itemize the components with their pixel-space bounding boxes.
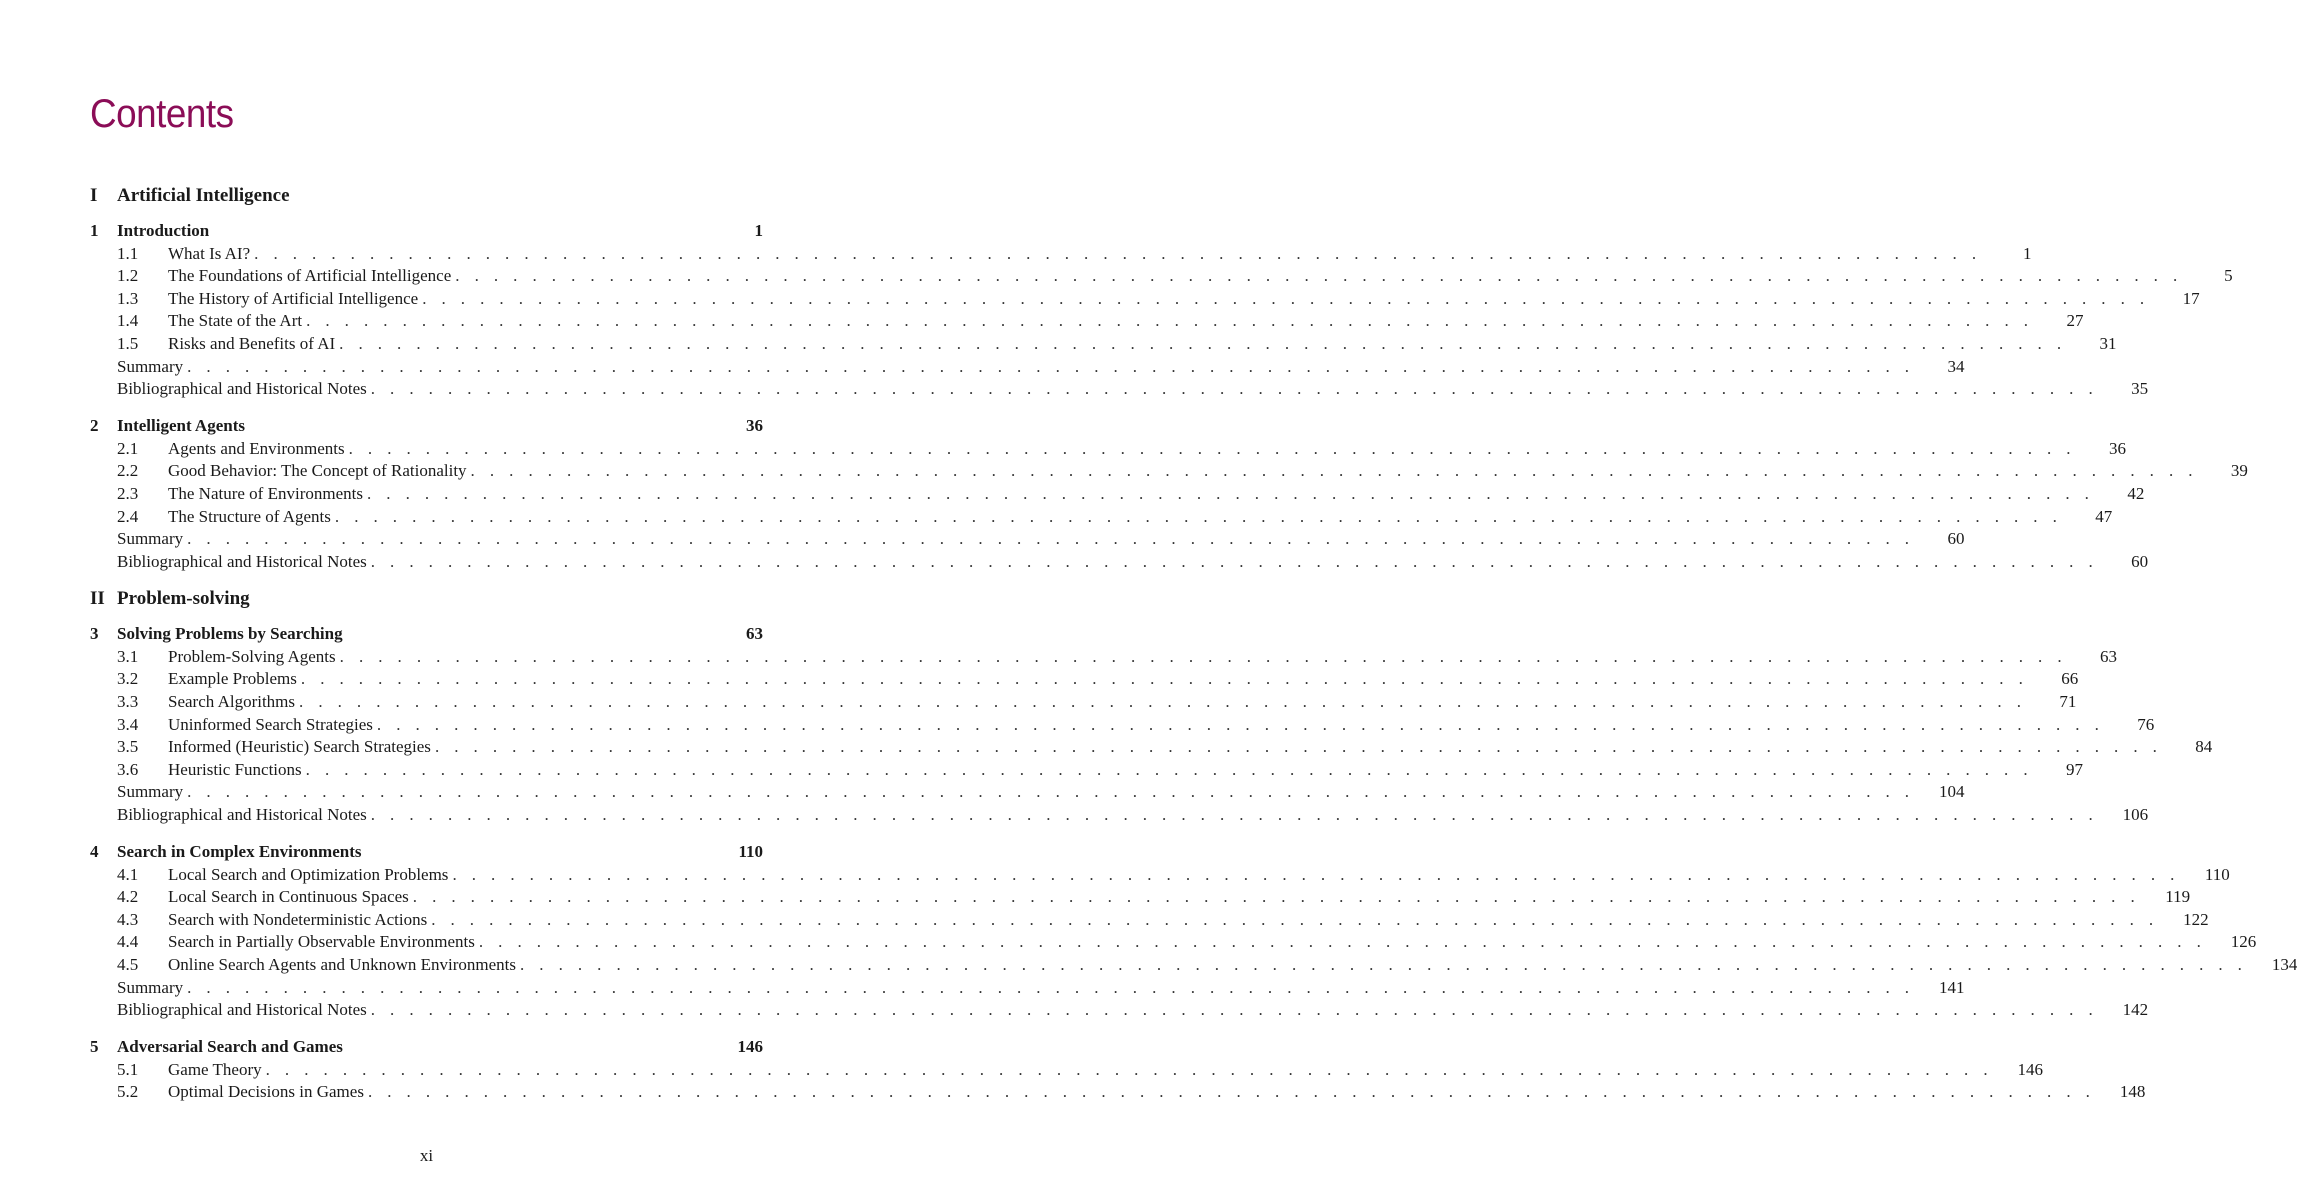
section-page: 36 bbox=[2108, 438, 2126, 458]
part-title: Artificial Intelligence bbox=[117, 185, 290, 206]
part-number: I bbox=[90, 185, 98, 206]
back-matter-link[interactable] bbox=[90, 378, 2149, 401]
back-matter-link[interactable] bbox=[90, 781, 1965, 804]
section-title: The Nature of Environments bbox=[168, 483, 367, 506]
section-title: What Is AI? bbox=[168, 243, 254, 266]
dot-leader: . . . . . . . . . . . . . . . . . . . . . . . . . . . . . . . . . . . . . . . . . . . . . . . . . . . . . . . . . . . . . . . . . . . . . . . . . . . . . . . . . . . . . . . . . . bbox=[470, 461, 2198, 481]
section-title: Good Behavior: The Concept of Rationality bbox=[168, 460, 471, 483]
section-title: Bibliographical and Historical Notes bbox=[117, 378, 371, 401]
section-link[interactable] bbox=[90, 759, 2083, 782]
dot-leader: . . . . . . . . . . . . . . . . . . . . . . . . . . . . . . . . . . . . . . . . . . . . . . . . . . . . . . . . . . . . . . . . . . . . . . . . . . . . . . . . . . . . . . . . . . bbox=[412, 887, 2141, 907]
section-title: Problem-Solving Agents bbox=[168, 646, 340, 669]
section-page: 141 bbox=[1938, 977, 1965, 997]
section-title: Summary bbox=[117, 781, 187, 804]
section-page: 17 bbox=[2182, 288, 2200, 308]
section-page: 104 bbox=[1938, 782, 1965, 802]
section-title: Agents and Environments bbox=[168, 438, 349, 461]
section-link[interactable] bbox=[90, 1081, 2146, 1104]
dot-leader: . . . . . . . . . . . . . . . . . . . . . . . . . . . . . . . . . . . . . . . . . . . . . . . . . . . . . . . . . . . . . . . . . . . . . . . . . . . . . . . . . . . . . . . . . . bbox=[434, 737, 2163, 757]
section-number: 4.3 bbox=[117, 909, 139, 929]
section-link[interactable] bbox=[90, 668, 2079, 691]
section-title: Summary bbox=[117, 356, 187, 379]
chapter-page: 146 bbox=[737, 1037, 763, 1057]
section-page: 42 bbox=[2127, 483, 2145, 503]
section-number: 1.1 bbox=[117, 243, 139, 263]
section-title: The Foundations of Artificial Intelligence bbox=[168, 265, 455, 288]
section-title: Search with Nondeterministic Actions bbox=[168, 909, 431, 932]
chapter-title: Search in Complex Environments bbox=[117, 842, 362, 862]
section-number: 2.1 bbox=[117, 438, 139, 458]
section-link[interactable] bbox=[90, 333, 2117, 356]
section-title: Local Search in Continuous Spaces bbox=[168, 886, 413, 909]
chapter-title: Solving Problems by Searching bbox=[117, 624, 343, 644]
back-matter-link[interactable] bbox=[90, 804, 2149, 827]
page-title: Contents bbox=[90, 92, 234, 136]
section-page: 110 bbox=[2204, 864, 2230, 884]
section-page: 134 bbox=[2271, 955, 2297, 974]
section-number: 3.1 bbox=[117, 646, 139, 666]
section-link[interactable] bbox=[90, 310, 2084, 333]
section-title: Heuristic Functions bbox=[168, 759, 306, 782]
chapter-page: 110 bbox=[738, 842, 763, 862]
section-number: 5.2 bbox=[117, 1082, 139, 1102]
section-number: 2.2 bbox=[117, 461, 139, 481]
dot-leader: . . . . . . . . . . . . . . . . . . . . . . . . . . . . . . . . . . . . . . . . . . . . . . . . . . . . . . . . . . . . . . . . . . . . . . . . . . . . . . . . . . . . . . . . . . bbox=[422, 288, 2150, 308]
section-page: 119 bbox=[2165, 887, 2191, 907]
section-title: Uninformed Search Strategies bbox=[168, 714, 377, 737]
section-page: 47 bbox=[2095, 506, 2113, 526]
section-number: 2.3 bbox=[117, 483, 139, 503]
back-matter-link[interactable] bbox=[90, 977, 1965, 1000]
section-page: 148 bbox=[2119, 1082, 2146, 1102]
dot-leader: . . . . . . . . . . . . . . . . . . . . . . . . . . . . . . . . . . . . . . . . . . . . . . . . . . . . . . . . . . . . . . . . . . . . . . . . . . . . . . . . . . . . . . . . . . bbox=[370, 1000, 2099, 1020]
section-page: 66 bbox=[2061, 669, 2079, 689]
section-page: 35 bbox=[2131, 379, 2149, 399]
section-number: 4.4 bbox=[117, 932, 139, 952]
section-page: 39 bbox=[2230, 461, 2248, 481]
dot-leader: . . . . . . . . . . . . . . . . . . . . . . . . . . . . . . . . . . . . . . . . . . . . . . . . . . . . . . . . . . . . . . . . . . . . . . . . . . . . . . . . . . . . . . . . . . bbox=[305, 759, 2033, 779]
dot-leader: . . . . . . . . . . . . . . . . . . . . . . . . . . . . . . . . . . . . . . . . . . . . . . . . . . . . . . . . . . . . . . . . . . . . . . . . . . . . . . . . . . . . . . . . . . bbox=[187, 529, 1915, 549]
section-page: 84 bbox=[2195, 737, 2213, 757]
dot-leader: . . . . . . . . . . . . . . . . . . . . . . . . . . . . . . . . . . . . . . . . . . . . . . . . . . . . . . . . . . . . . . . . . . . . . . . . . . . . . . . . . . . . . . . . . . bbox=[370, 805, 2099, 825]
dot-leader: . . . . . . . . . . . . . . . . . . . . . . . . . . . . . . . . . . . . . . . . . . . . . . . . . . . . . . . . . . . . . . . . . . . . . . . . . . . . . . . . . . . . . . . . . . bbox=[478, 932, 2207, 952]
dot-leader: . . . . . . . . . . . . . . . . . . . . . . . . . . . . . . . . . . . . . . . . . . . . . . . . . . . . . . . . . . . . . . . . . . . . . . . . . . . . . . . . . . . . . . . . . . bbox=[370, 551, 2099, 571]
section-link[interactable] bbox=[90, 438, 2126, 461]
section-link[interactable] bbox=[90, 243, 2032, 266]
section-page: 34 bbox=[1947, 356, 1965, 376]
part-title: Problem-solving bbox=[117, 588, 250, 610]
section-title: Summary bbox=[117, 977, 187, 1000]
dot-leader: . . . . . . . . . . . . . . . . . . . . . . . . . . . . . . . . . . . . . . . . . . . . . . . . . . . . . . . . . . . . . . . . . . . . . . . . . . . . . . . . . . . . . . . . . . bbox=[334, 506, 2063, 526]
chapter-link[interactable] bbox=[90, 841, 763, 864]
chapter-link[interactable] bbox=[90, 1036, 763, 1059]
section-link[interactable] bbox=[90, 714, 2155, 737]
chapter-page: 36 bbox=[746, 416, 763, 436]
section-title: Search Algorithms bbox=[168, 691, 299, 714]
section-page: 60 bbox=[2131, 551, 2149, 571]
section-number: 1.5 bbox=[117, 333, 139, 353]
dot-leader: . . . . . . . . . . . . . . . . . . . . . . . . . . . . . . . . . . . . . . . . . . . . . . . . . . . . . . . . . . . . . . . . . . . . . . . . . . . . . . . . . . . . . . . . . . bbox=[187, 356, 1915, 376]
chapter-link[interactable] bbox=[90, 415, 763, 438]
section-title: Bibliographical and Historical Notes bbox=[117, 999, 371, 1022]
section-link[interactable] bbox=[90, 288, 2200, 311]
dot-leader: . . . . . . . . . . . . . . . . . . . . . . . . . . . . . . . . . . . . . . . . . . . . . . . . . . . . . . . . . . . . . . . . . . . . . . . . . . . . . . . . . . . . . . . . . . bbox=[300, 669, 2029, 689]
section-page: 142 bbox=[2122, 1000, 2149, 1020]
chapter-link[interactable] bbox=[90, 623, 763, 646]
dot-leader: . . . . . . . . . . . . . . . . . . . . . . . . . . . . . . . . . . . . . . . . . . . . . . . . . . . . . . . . . . . . . . . . . . . . . . . . . . . . . . . . . . . . . . . . . . bbox=[339, 646, 2068, 666]
section-number: 3.3 bbox=[117, 692, 139, 712]
dot-leader: . . . . . . . . . . . . . . . . . . . . . . . . . . . . . . . . . . . . . . . . . . . . . . . . . . . . . . . . . . . . . . . . . . . . . . . . . . . . . . . . . . . . . . . . . . bbox=[452, 864, 2180, 884]
part-number: II bbox=[90, 588, 105, 610]
chapter-title: Adversarial Search and Games bbox=[117, 1037, 343, 1057]
section-title: Search in Partially Observable Environments bbox=[168, 931, 479, 954]
section-title: Bibliographical and Historical Notes bbox=[117, 551, 371, 574]
dot-leader: . . . . . . . . . . . . . . . . . . . . . . . . . . . . . . . . . . . . . . . . . . . . . . . . . . . . . . . . . . . . . . . . . . . . . . . . . . . . . . . . . . . . . . . . . . bbox=[254, 243, 1982, 263]
chapter-page: 1 bbox=[754, 221, 763, 240]
section-link[interactable] bbox=[90, 954, 2297, 977]
section-title: Local Search and Optimization Problems bbox=[168, 864, 452, 887]
section-link[interactable] bbox=[90, 265, 2233, 288]
section-title: Game Theory bbox=[168, 1059, 266, 1082]
dot-leader: . . . . . . . . . . . . . . . . . . . . . . . . . . . . . . . . . . . . . . . . . . . . . . . . . . . . . . . . . . . . . . . . . . . . . . . . . . . . . . . . . . . . . . . . . . bbox=[370, 379, 2099, 399]
section-number: 4.1 bbox=[117, 864, 139, 884]
part-heading bbox=[90, 585, 763, 613]
section-page: 1 bbox=[2023, 243, 2032, 263]
section-page: 71 bbox=[2059, 692, 2077, 712]
section-link[interactable] bbox=[90, 886, 2191, 909]
dot-leader: . . . . . . . . . . . . . . . . . . . . . . . . . . . . . . . . . . . . . . . . . . . . . . . . . . . . . . . . . . . . . . . . . . . . . . . . . . . . . . . . . . . . . . . . . . bbox=[367, 1082, 2096, 1102]
section-page: 31 bbox=[2099, 333, 2117, 353]
dot-leader: . . . . . . . . . . . . . . . . . . . . . . . . . . . . . . . . . . . . . . . . . . . . . . . . . . . . . . . . . . . . . . . . . . . . . . . . . . . . . . . . . . . . . . . . . . bbox=[339, 333, 2067, 353]
section-number: 3.2 bbox=[117, 669, 139, 689]
part-heading bbox=[90, 182, 763, 210]
section-page: 27 bbox=[2066, 311, 2084, 331]
dot-leader: . . . . . . . . . . . . . . . . . . . . . . . . . . . . . . . . . . . . . . . . . . . . . . . . . . . . . . . . . . . . . . . . . . . . . . . . . . . . . . . . . . . . . . . . . . bbox=[187, 782, 1915, 802]
section-title: Bibliographical and Historical Notes bbox=[117, 804, 371, 827]
section-number: 4.5 bbox=[117, 955, 139, 974]
section-title: Example Problems bbox=[168, 668, 301, 691]
dot-leader: . . . . . . . . . . . . . . . . . . . . . . . . . . . . . . . . . . . . . . . . . . . . . . . . . . . . . . . . . . . . . . . . . . . . . . . . . . . . . . . . . . . . . . . . . . bbox=[431, 909, 2159, 929]
section-page: 76 bbox=[2137, 714, 2155, 734]
chapter-number: 3 bbox=[90, 624, 99, 644]
chapter-number: 2 bbox=[90, 416, 99, 436]
chapter-title: Introduction bbox=[117, 221, 210, 240]
back-matter-link[interactable] bbox=[90, 551, 2149, 574]
section-link[interactable] bbox=[90, 646, 2118, 669]
dot-leader: . . . . . . . . . . . . . . . . . . . . . . . . . . . . . . . . . . . . . . . . . . . . . . . . . . . . . . . . . . . . . . . . . . . . . . . . . . . . . . . . . . . . . . . . . . bbox=[376, 714, 2105, 734]
section-page: 122 bbox=[2183, 909, 2209, 929]
section-page: 97 bbox=[2066, 759, 2083, 779]
dot-leader: . . . . . . . . . . . . . . . . . . . . . . . . . . . . . . . . . . . . . . . . . . . . . . . . . . . . . . . . . . . . . . . . . . . . . . . . . . . . . . . . . . . . . . . . . . bbox=[519, 955, 2248, 974]
section-link[interactable] bbox=[90, 931, 2257, 954]
section-title: Informed (Heuristic) Search Strategies bbox=[168, 736, 435, 759]
section-title: Optimal Decisions in Games bbox=[168, 1081, 368, 1104]
section-link[interactable] bbox=[90, 864, 2230, 887]
dot-leader: . . . . . . . . . . . . . . . . . . . . . . . . . . . . . . . . . . . . . . . . . . . . . . . . . . . . . . . . . . . . . . . . . . . . . . . . . . . . . . . . . . . . . . . . . . bbox=[306, 311, 2034, 331]
section-title: Online Search Agents and Unknown Environments bbox=[168, 954, 520, 977]
dot-leader: . . . . . . . . . . . . . . . . . . . . . . . . . . . . . . . . . . . . . . . . . . . . . . . . . . . . . . . . . . . . . . . . . . . . . . . . . . . . . . . . . . . . . . . . . . bbox=[187, 977, 1915, 997]
table-of-contents bbox=[90, 182, 2297, 1104]
section-link[interactable] bbox=[90, 1059, 2043, 1082]
section-number: 5.1 bbox=[117, 1059, 139, 1079]
section-number: 2.4 bbox=[117, 506, 139, 526]
back-matter-link[interactable] bbox=[90, 999, 2149, 1022]
section-page: 146 bbox=[2017, 1059, 2043, 1079]
page-number: xi bbox=[419, 1146, 434, 1165]
chapter-number: 5 bbox=[90, 1037, 99, 1057]
section-link[interactable] bbox=[90, 506, 2113, 529]
dot-leader: . . . . . . . . . . . . . . . . . . . . . . . . . . . . . . . . . . . . . . . . . . . . . . . . . . . . . . . . . . . . . . . . . . . . . . . . . . . . . . . . . . . . . . . . . . bbox=[366, 483, 2095, 503]
section-number: 3.4 bbox=[117, 714, 139, 734]
chapter-link[interactable] bbox=[90, 220, 763, 243]
section-page: 60 bbox=[1947, 529, 1965, 549]
section-page: 126 bbox=[2230, 932, 2257, 952]
section-number: 3.5 bbox=[117, 737, 139, 757]
section-title: The State of the Art bbox=[168, 310, 306, 333]
section-link[interactable] bbox=[90, 460, 2248, 483]
chapter-title: Intelligent Agents bbox=[117, 416, 245, 436]
section-page: 5 bbox=[2224, 266, 2233, 286]
back-matter-link[interactable] bbox=[90, 528, 1965, 551]
chapter-number: 1 bbox=[90, 221, 99, 240]
section-number: 1.3 bbox=[117, 288, 139, 308]
section-link[interactable] bbox=[90, 909, 2209, 932]
chapter-number: 4 bbox=[90, 842, 99, 862]
section-title: Summary bbox=[117, 528, 187, 551]
dot-leader: . . . . . . . . . . . . . . . . . . . . . . . . . . . . . . . . . . . . . . . . . . . . . . . . . . . . . . . . . . . . . . . . . . . . . . . . . . . . . . . . . . . . . . . . . . bbox=[348, 438, 2076, 458]
section-number: 3.6 bbox=[117, 759, 139, 779]
section-page: 63 bbox=[2100, 646, 2118, 666]
chapter-page: 63 bbox=[746, 624, 763, 644]
section-link[interactable] bbox=[90, 736, 2213, 759]
dot-leader: . . . . . . . . . . . . . . . . . . . . . . . . . . . . . . . . . . . . . . . . . . . . . . . . . . . . . . . . . . . . . . . . . . . . . . . . . . . . . . . . . . . . . . . . . . bbox=[455, 266, 2183, 286]
back-matter-link[interactable] bbox=[90, 356, 1965, 379]
dot-leader: . . . . . . . . . . . . . . . . . . . . . . . . . . . . . . . . . . . . . . . . . . . . . . . . . . . . . . . . . . . . . . . . . . . . . . . . . . . . . . . . . . . . . . . . . . bbox=[265, 1059, 1993, 1079]
section-title: The History of Artificial Intelligence bbox=[168, 288, 422, 311]
section-page: 106 bbox=[2122, 805, 2149, 825]
section-link[interactable] bbox=[90, 691, 2077, 714]
section-number: 1.2 bbox=[117, 266, 139, 286]
section-title: Risks and Benefits of AI bbox=[168, 333, 339, 356]
section-number: 1.4 bbox=[117, 311, 139, 331]
section-link[interactable] bbox=[90, 483, 2145, 506]
section-title: The Structure of Agents bbox=[168, 506, 335, 529]
section-number: 4.2 bbox=[117, 887, 139, 907]
dot-leader: . . . . . . . . . . . . . . . . . . . . . . . . . . . . . . . . . . . . . . . . . . . . . . . . . . . . . . . . . . . . . . . . . . . . . . . . . . . . . . . . . . . . . . . . . . bbox=[299, 692, 2027, 712]
